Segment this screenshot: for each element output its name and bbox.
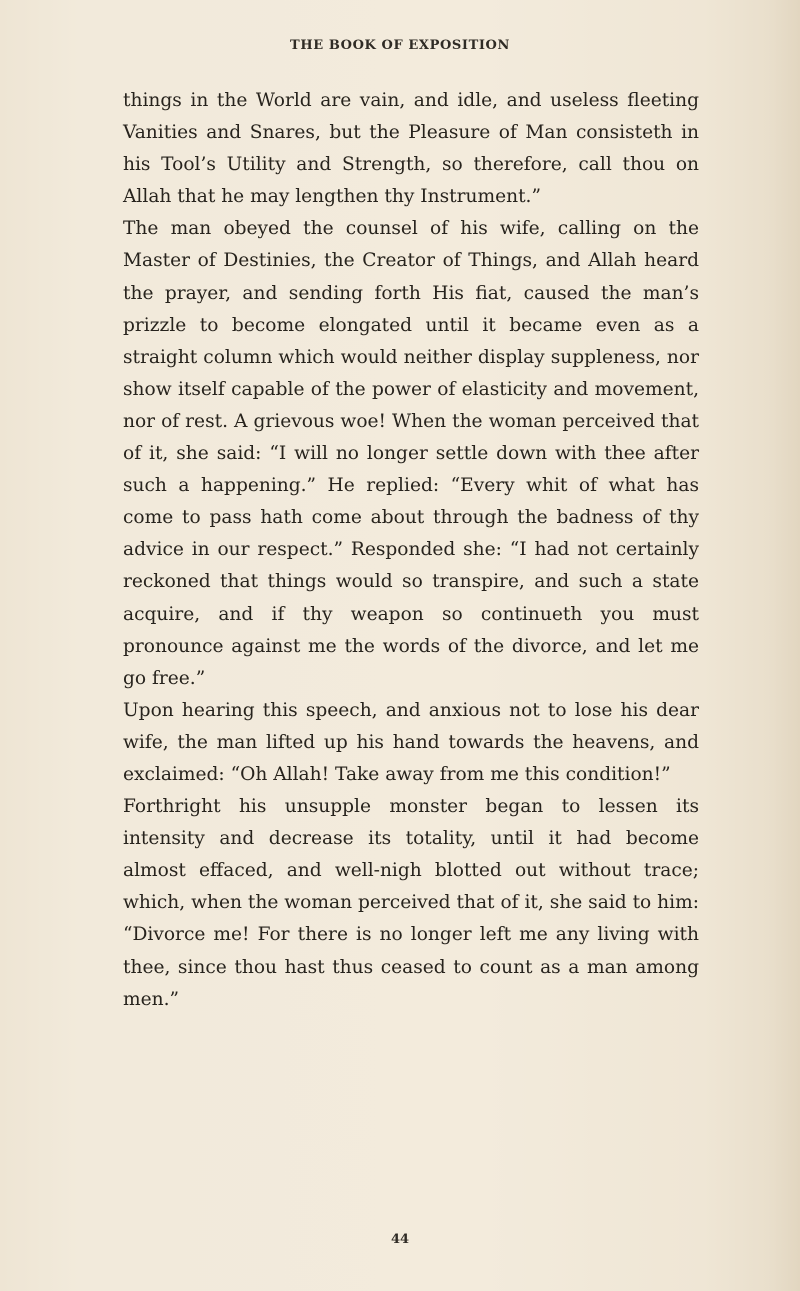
body-text xyxy=(123,85,699,1016)
paragraph: Forthright his unsupple monster began to lessen its intensity and decrease its totality, until it had become almost effaced, and well-nigh blotted out without trace; which, when the woman perceived that of it, she said to him: “Divorce me! For there is no longer left me any living with thee, since thou hast thus ceased to count as a man among men.” xyxy=(123,796,699,1010)
paragraph: things in the World are vain, and idle, and useless fleeting Vanities and Snares, but the Pleasure of Man consisteth in his Tool’s Utility and Strength, so therefore, call thou on Allah that he may lengthen thy Instrument.” xyxy=(123,90,699,208)
running-head: THE BOOK OF EXPOSITION xyxy=(290,38,510,53)
paragraph: Upon hearing this speech, and anxious not to lose his dear wife, the man lifted up his hand towards the heavens, and exclaimed: “Oh Allah! Take away from me this condition!” xyxy=(123,699,699,785)
page-number: 44 xyxy=(390,1232,410,1247)
paragraph: The man obeyed the counsel of his wife, calling on the Master of Destinies, the Creator of Things, and Allah heard the prayer, and sending forth His fiat, caused the man’s prizzle to become elongated until it became even as a straight column which would neither display suppleness, nor show itself capable of the power of elasticity and movement, nor of rest. A grievous woe! When the woman perceived that of it, she said: “I will no longer settle down with thee after such a happening.” He replied: “Every whit of what has come to pass hath come about through the badness of thy advice in our respect.” Responded she: “I had not certainly reckoned that things would so transpire, and such a state acquire, and if thy weapon so continueth you must pronounce against me the words of the divorce, and let me go free.” xyxy=(123,218,699,689)
